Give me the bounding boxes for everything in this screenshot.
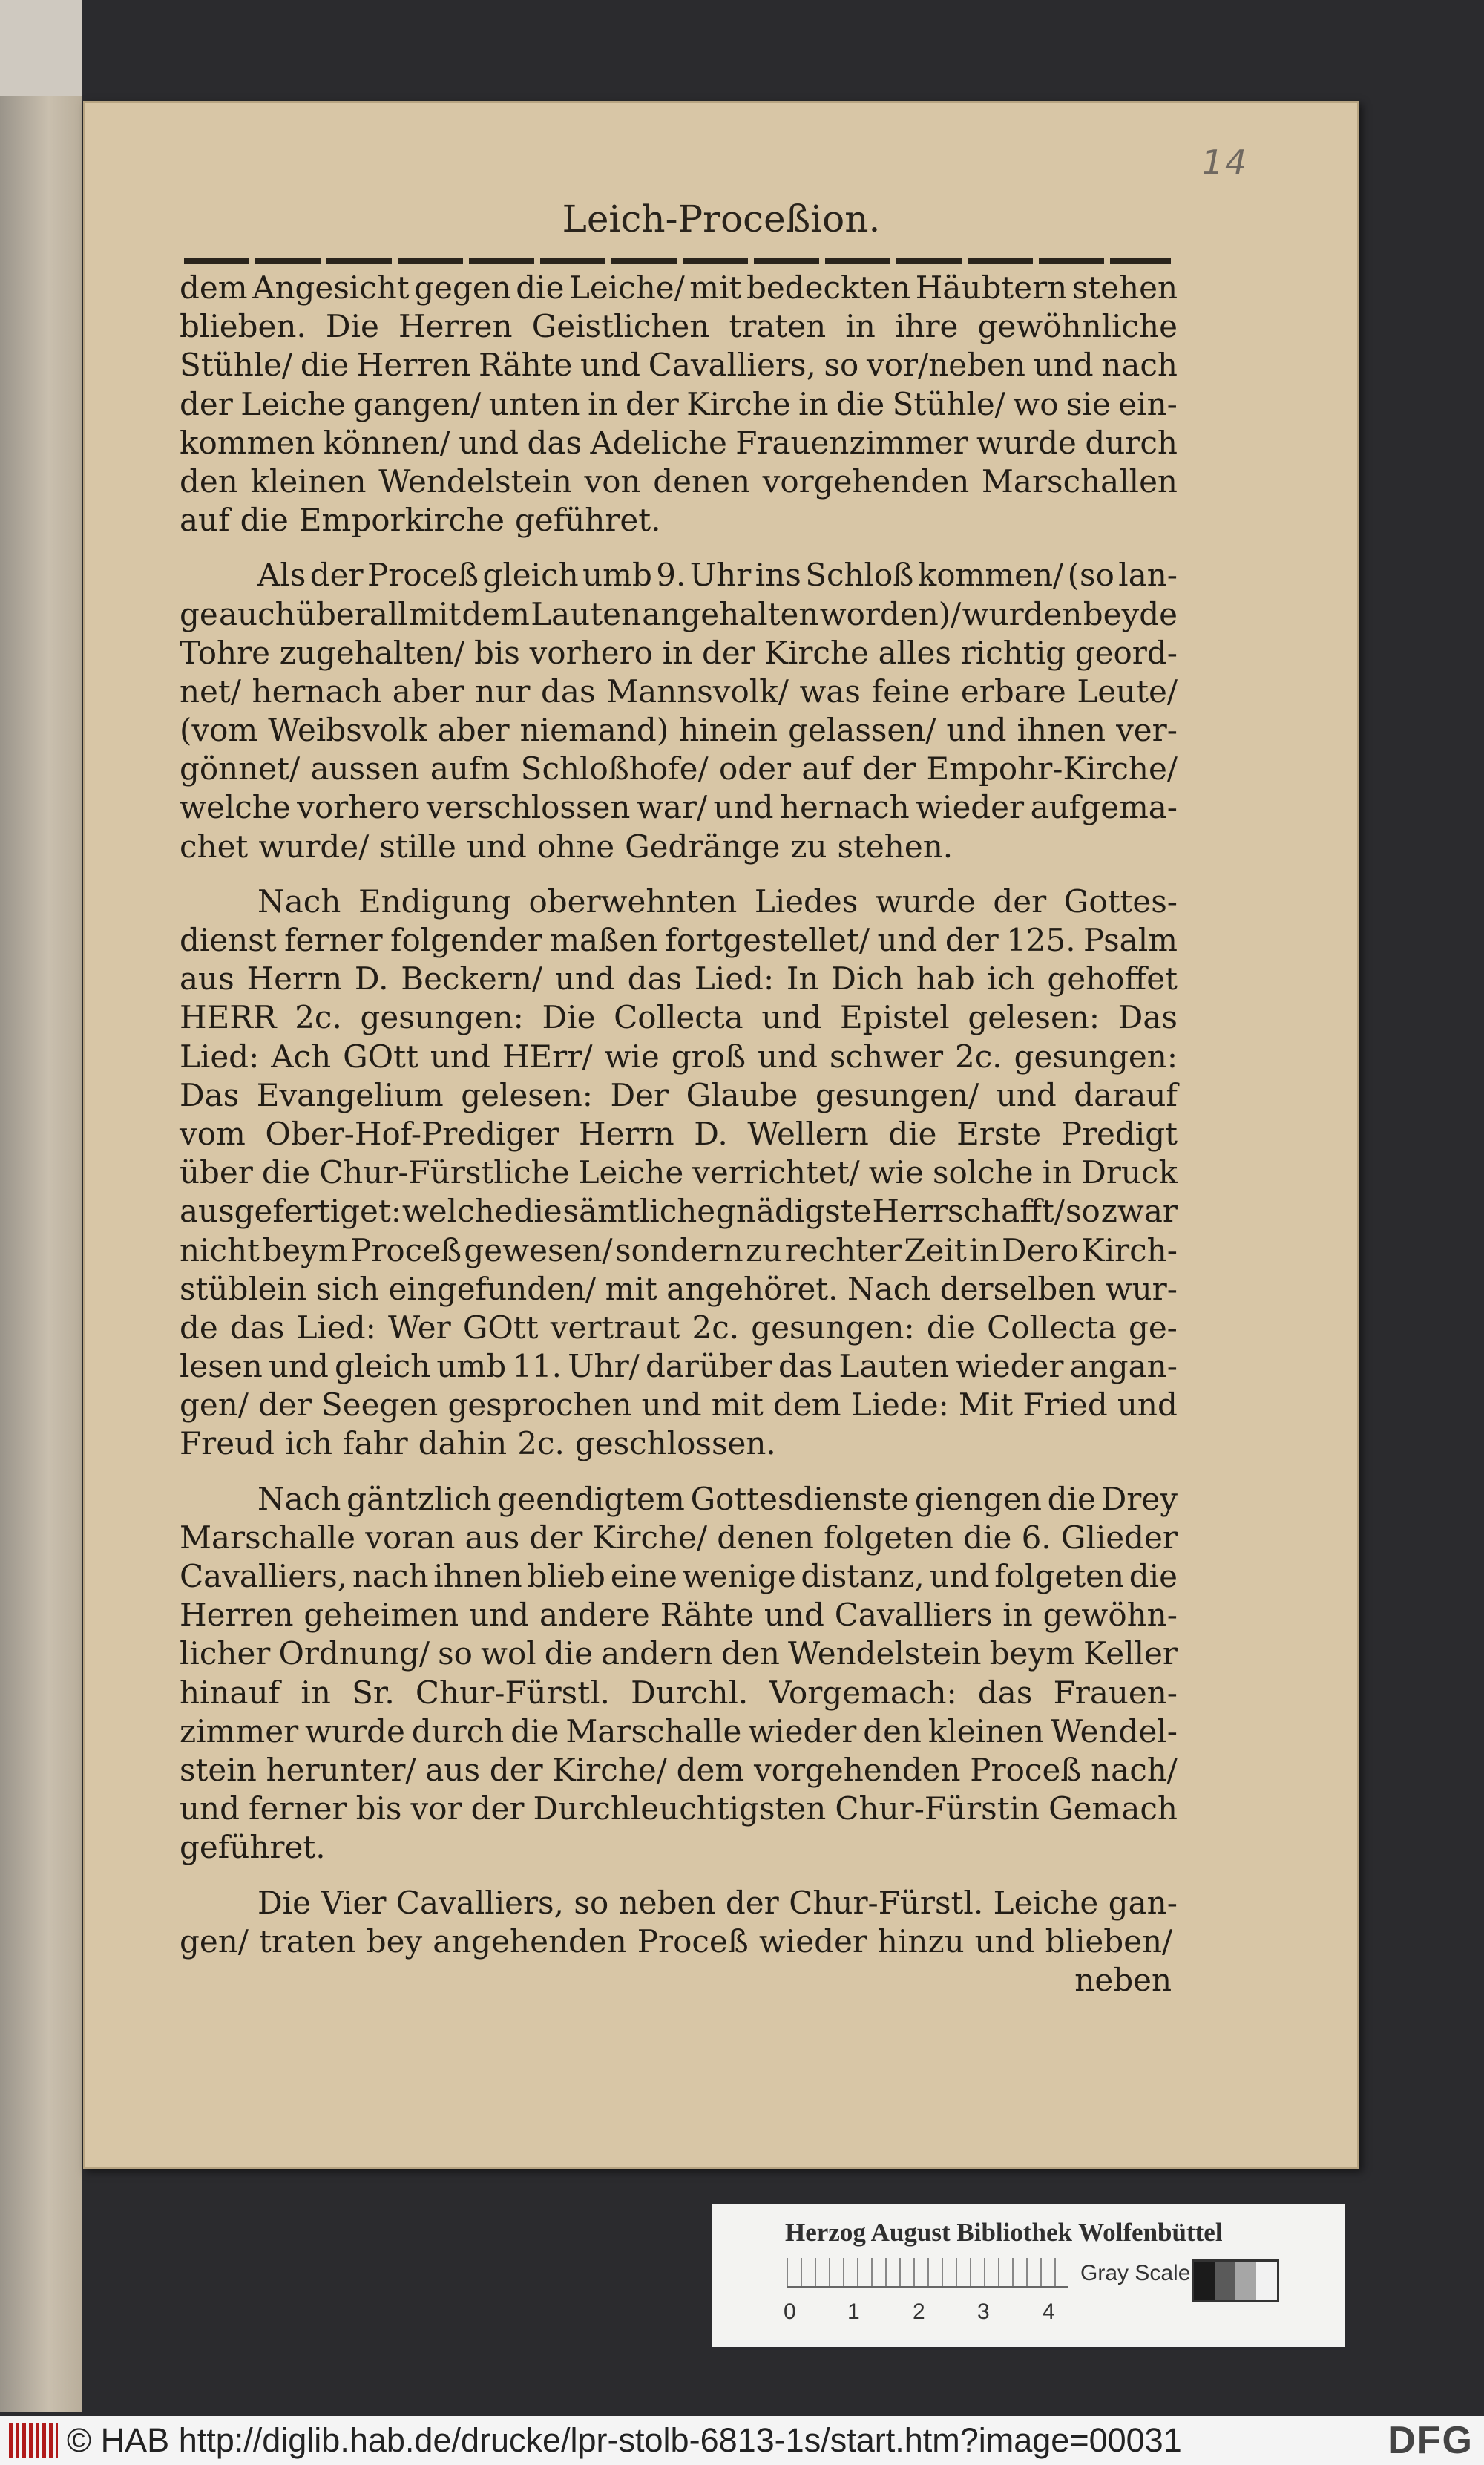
gray-scale-label: Gray Scale <box>1080 2261 1191 2285</box>
text-line: geführet. <box>180 1829 326 1866</box>
text-line: dienst ferner folgender maßen fortgestellet/ und der 125. Psalm <box>180 922 1178 958</box>
barcode-icon <box>9 2423 58 2458</box>
text-line: ausgefertiget: welche die sämtliche gnädigste Herrschafft/ so zwar <box>180 1193 1178 1230</box>
text-line: licher Ordnung/ so wol die andern den Wendelstein beym Keller <box>180 1635 1178 1672</box>
text-line: HERR 2c. gesungen: Die Collecta und Epistel gelesen: Das <box>180 999 1178 1036</box>
text-line: Nach gäntzlich geendigtem Gottesdienste giengen die Drey <box>257 1480 1178 1517</box>
text-line: stüblein sich eingefunden/ mit angehöret. Nach derselben wur- <box>180 1270 1178 1307</box>
text-line: nicht beym Proceß gewesen/ sondern zu rechter Zeit in Dero Kirch- <box>180 1231 1178 1268</box>
copyright-url[interactable]: © HAB http://diglib.hab.de/drucke/lpr-stolb-6813-1s/start.htm?image=00031 <box>67 2421 1182 2459</box>
text-line: auf die Emporkirche geführet. <box>180 502 661 539</box>
text-line: blieben. Die Herren Geistlichen traten in ihre gewöhnliche <box>180 308 1178 345</box>
gray-patch <box>1215 2262 1235 2300</box>
text-line: dem Angesicht gegen die Leiche/ mit bedeckten Häubtern stehen <box>180 269 1178 306</box>
text-line: Das Evangelium gelesen: Der Glaube gesungen/ und darauf <box>180 1076 1178 1113</box>
text-line: chet wurde/ stille und ohne Gedränge zu stehen. <box>180 828 953 865</box>
folio-number: 14 <box>1201 143 1248 183</box>
text-line: den kleinen Wendelstein von denen vorgehenden Marschallen <box>180 462 1178 500</box>
text-line: (vom Weibsvolk aber niemand) hinein gelassen/ und ihnen ver- <box>180 712 1178 749</box>
text-line: über die Chur-Fürstliche Leiche verrichtet/ wie solche in Druck <box>180 1154 1178 1191</box>
scale-number: 2 <box>913 2299 925 2324</box>
text-line: de das Lied: Wer GOtt vertraut 2c. gesungen: die Collecta ge- <box>180 1309 1178 1346</box>
text-line: net/ hernach aber nur das Mannsvolk/ was feine erbare Leute/ <box>180 672 1178 710</box>
dfg-logo: DFG <box>1388 2419 1474 2462</box>
body-text <box>180 269 1178 2000</box>
gray-patch <box>1235 2262 1256 2300</box>
header-rule <box>184 258 1171 264</box>
previous-page-corner <box>0 0 82 96</box>
text-line: aus Herrn D. Beckern/ und das Lied: In Dich hab ich gehoffet <box>180 960 1178 998</box>
text-line: Cavalliers, nach ihnen blieb eine wenige distanz, und folgeten die <box>180 1558 1178 1594</box>
text-line: Die Vier Cavalliers, so neben der Chur-Fürstl. Leiche gan- <box>257 1884 1178 1921</box>
text-line: vom Ober-Hof-Prediger Herrn D. Wellern die Erste Predigt <box>180 1115 1178 1152</box>
text-line: Marschalle voran aus der Kirche/ denen folgeten die 6. Glieder <box>180 1519 1178 1556</box>
catchword: neben <box>1074 1961 1172 1998</box>
gray-patch <box>1256 2262 1277 2300</box>
scale-number: 3 <box>977 2299 990 2324</box>
scale-ruler <box>787 2258 1068 2288</box>
text-line: Freud ich fahr dahin 2c. geschlossen. <box>180 1425 776 1462</box>
text-line: welche vorhero verschlossen war/ und hernach wieder aufgema- <box>180 789 1178 826</box>
text-line: gen/ der Seegen gesprochen und mit dem Liede: Mit Fried und <box>180 1387 1178 1424</box>
library-name: Herzog August Bibliothek Wolfenbüttel <box>785 2218 1223 2247</box>
text-line: ge auch überall mit dem Lauten angehalten worden)/ wurden beyde <box>180 595 1178 632</box>
text-line: und ferner bis vor der Durchleuchtigsten Chur-Fürstin Gemach <box>180 1790 1178 1827</box>
footer-bar <box>0 2416 1484 2465</box>
gray-scale-swatch <box>1192 2259 1279 2302</box>
text-line: kommen können/ und das Adeliche Frauenzimmer wurde durch <box>180 424 1178 461</box>
text-line: Lied: Ach GOtt und HErr/ wie groß und schwer 2c. gesungen: <box>180 1038 1178 1075</box>
scale-number: 0 <box>784 2299 796 2324</box>
text-line: Als der Proceß gleich umb 9. Uhr ins Schloß kommen/ (so lan- <box>257 557 1178 594</box>
text-line: lesen und gleich umb 11. Uhr/ darüber das Lauten wieder angan- <box>180 1348 1178 1385</box>
previous-page-edge <box>0 0 82 2412</box>
text-line: zimmer wurde durch die Marschalle wieder den kleinen Wendel- <box>180 1712 1178 1749</box>
running-header: Leich-Proceßion. <box>562 197 881 240</box>
text-line: Stühle/ die Herren Rähte und Cavalliers, so vor/neben und nach <box>180 347 1178 384</box>
scale-number: 4 <box>1043 2299 1055 2324</box>
text-line: der Leiche gangen/ unten in der Kirche in die Stühle/ wo sie ein- <box>180 385 1178 422</box>
scale-number: 1 <box>847 2299 860 2324</box>
text-line: Nach Endigung oberwehnten Liedes wurde der Gottes- <box>257 883 1178 920</box>
text-line: hinauf in Sr. Chur-Fürstl. Durchl. Vorgemach: das Frauen- <box>180 1674 1178 1711</box>
book-page <box>83 101 1359 2169</box>
text-line: Herren geheimen und andere Rähte und Cavalliers in gewöhn- <box>180 1597 1178 1634</box>
text-line: gönnet/ aussen aufm Schloßhofe/ oder auf der Empohr-Kirche/ <box>180 750 1178 788</box>
color-target <box>712 2204 1345 2347</box>
text-line: gen/ traten bey angehenden Proceß wieder hinzu und blieben/ <box>180 1922 1173 1960</box>
gray-patch <box>1194 2262 1215 2300</box>
text-line: Tohre zugehalten/ bis vorhero in der Kirche alles richtig geord- <box>180 634 1178 671</box>
text-line: stein herunter/ aus der Kirche/ dem vorgehenden Proceß nach/ <box>180 1751 1178 1788</box>
